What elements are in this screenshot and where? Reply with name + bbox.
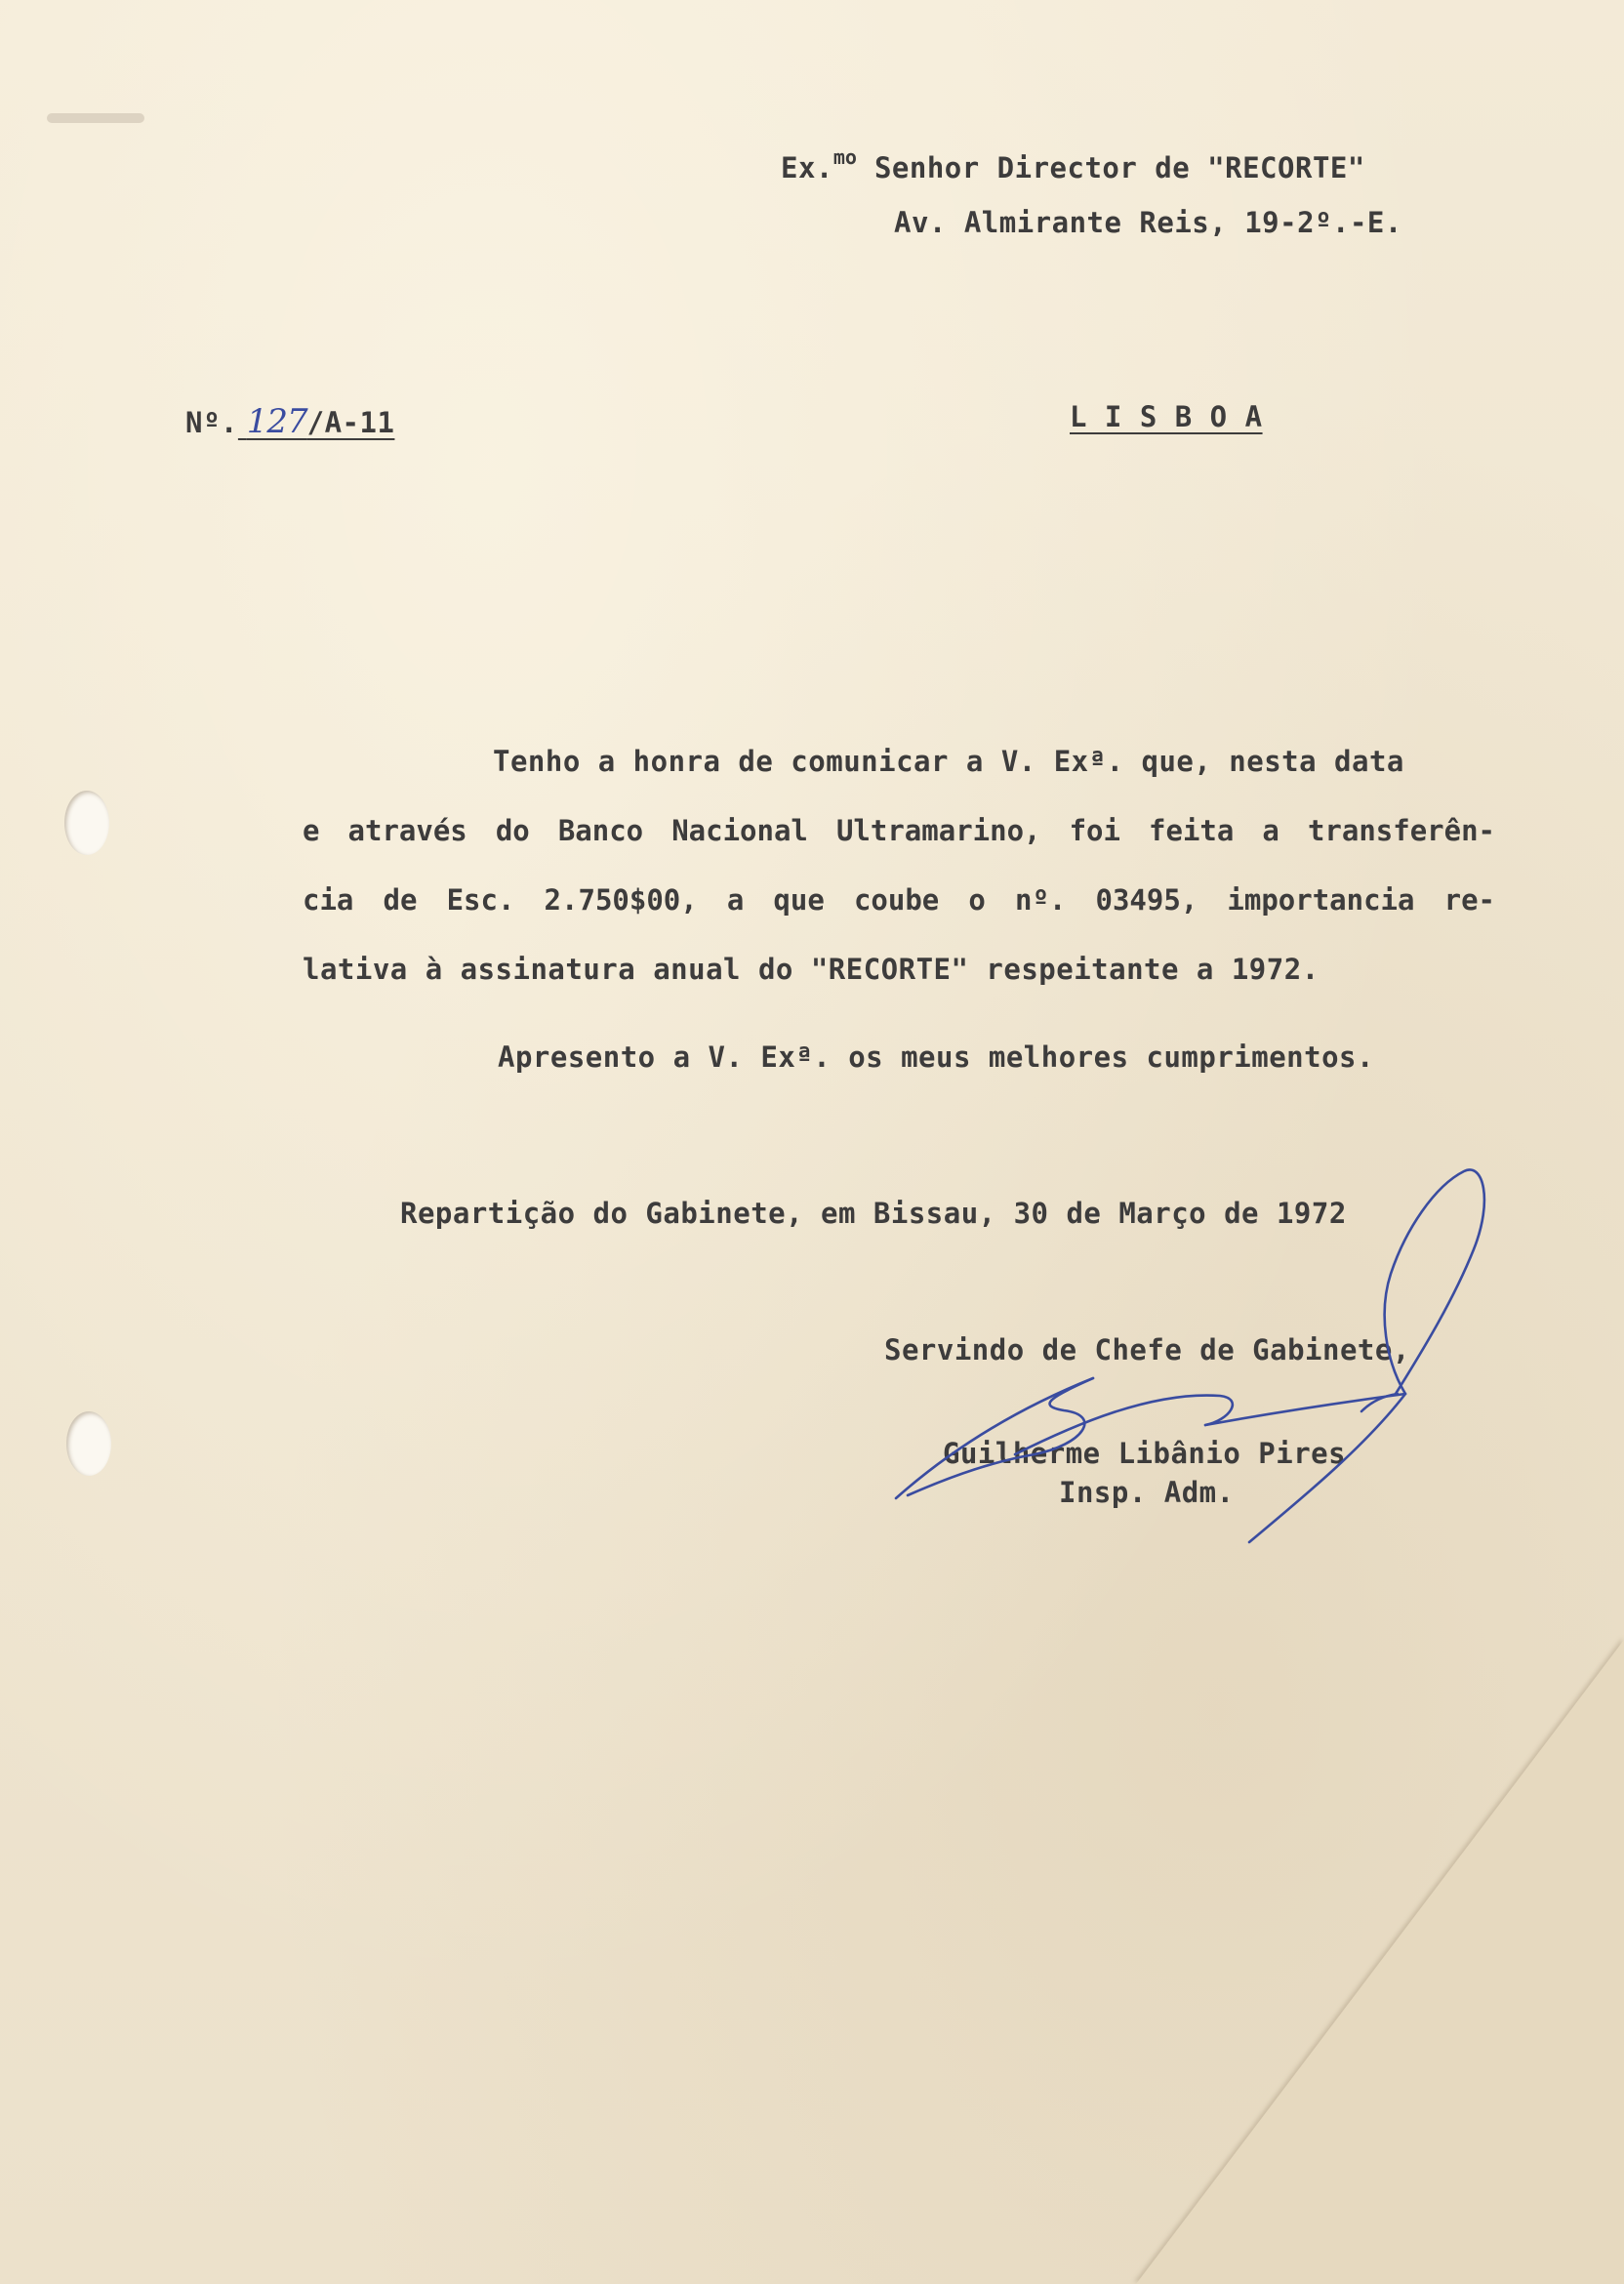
body-line-3: cia de Esc. 2.750$00, a que coube o nº. 03495, importancia re- <box>303 883 1495 917</box>
reference-suffix: /A-11 <box>306 406 395 439</box>
body-line-4: lativa à assinatura anual do "RECORTE" respeitante a 1972. <box>303 953 1320 986</box>
body-line-2: e através do Banco Nacional Ultramarino, foi feita a transferên- <box>303 814 1495 847</box>
addressee-salutation-superscript: mo <box>832 145 857 169</box>
closing-line: Servindo de Chefe de Gabinete, <box>884 1333 1410 1366</box>
city-heading: L I S B O A <box>1070 400 1263 433</box>
signatory-name: Guilherme Libânio Pires <box>943 1437 1347 1470</box>
addressee-address: Av. Almirante Reis, 19-2º.-E. <box>894 206 1402 239</box>
reference-prefix: Nº. <box>185 406 238 439</box>
body-line-1: Tenho a honra de comunicar a V. Exª. que, nesta data <box>493 745 1404 778</box>
addressee-recipient: Senhor Director de "RECORTE" <box>873 151 1365 184</box>
body-closing-courtesy: Apresento a V. Exª. os meus melhores cumprimentos. <box>498 1040 1374 1074</box>
place-date: Repartição do Gabinete, em Bissau, 30 de Março de 1972 <box>400 1197 1347 1230</box>
signatory-title: Insp. Adm. <box>1059 1476 1235 1509</box>
addressee-salutation: Ex. <box>781 151 833 184</box>
reference-handwritten-number: 127 <box>246 402 307 441</box>
